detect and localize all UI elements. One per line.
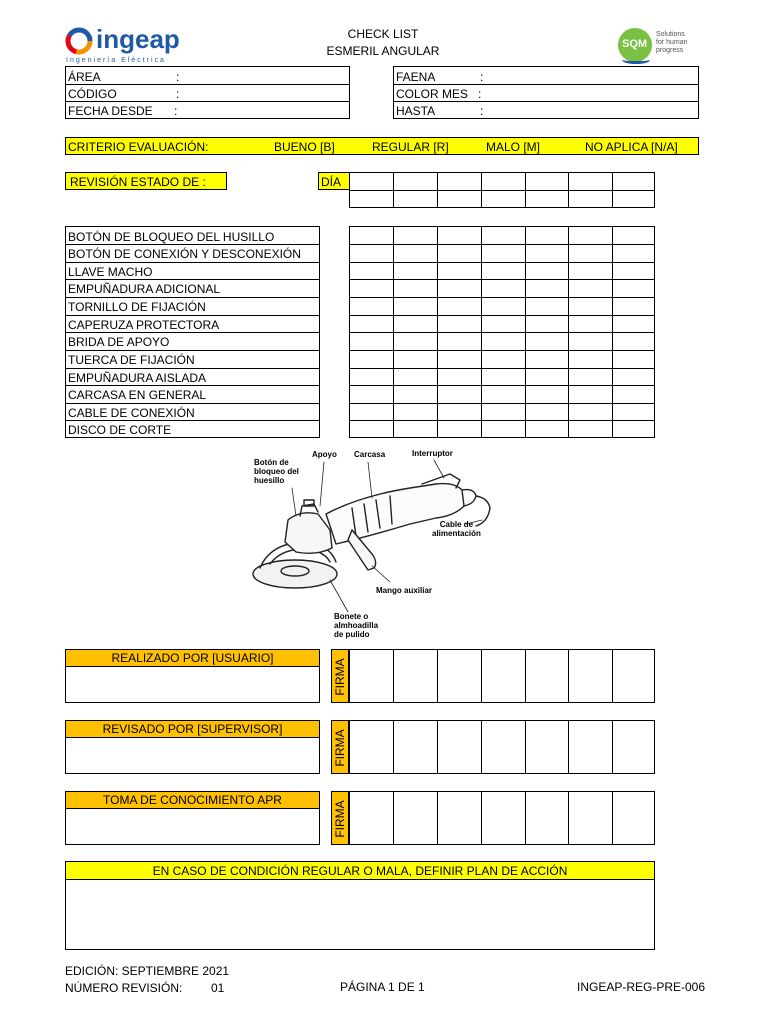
day-label: DÍA xyxy=(321,175,342,189)
faena-sep: : xyxy=(480,70,484,84)
hasta-label: HASTA xyxy=(396,104,436,118)
signature-name-field[interactable] xyxy=(65,666,320,703)
label-mango: Mango auxiliar xyxy=(376,586,433,595)
sqm-swoosh xyxy=(622,56,650,64)
info-right-table xyxy=(393,66,699,119)
items-check-grid[interactable] xyxy=(349,226,655,438)
action-plan-field[interactable] xyxy=(65,879,655,950)
label-cable-2: alimentación xyxy=(432,529,481,538)
hasta-sep: : xyxy=(480,104,484,118)
item-label: EMPUÑADURA AISLADA xyxy=(68,371,207,385)
color-mes-sep: : xyxy=(478,87,482,101)
label-bonete-2: almhoadilla xyxy=(334,621,379,630)
item-label: CAPERUZA PROTECTORA xyxy=(68,318,220,332)
sqm-tagline-2: for human xyxy=(656,39,688,46)
company-name: ingeap xyxy=(96,24,180,54)
firma-label: FIRMA xyxy=(333,729,347,767)
label-boton: Botón de xyxy=(254,458,289,467)
firma-label-box xyxy=(331,720,349,774)
signature-title: REALIZADO POR [USUARIO] xyxy=(111,651,274,665)
signature-title: REVISADO POR [SUPERVISOR] xyxy=(102,722,283,736)
action-plan-title: EN CASO DE CONDICIÓN REGULAR O MALA, DEFINIR PLAN DE ACCIÓN xyxy=(152,864,568,878)
label-interruptor: Interruptor xyxy=(412,449,453,458)
item-label: TORNILLO DE FIJACIÓN xyxy=(68,300,206,314)
firma-label-box xyxy=(331,791,349,845)
area-sep: : xyxy=(176,70,180,84)
day-label-box xyxy=(318,172,350,190)
label-bonete: Bonete o xyxy=(334,612,369,621)
item-label: BOTÓN DE CONEXIÓN Y DESCONEXIÓN xyxy=(68,247,301,261)
criteria-regular: REGULAR [R] xyxy=(372,140,449,154)
area-label: ÁREA xyxy=(68,70,101,84)
signature-grid[interactable] xyxy=(349,791,655,845)
footer-page: PÁGINA 1 DE 1 xyxy=(340,980,425,994)
codigo-sep: : xyxy=(176,87,180,101)
label-boton-3: huesillo xyxy=(254,476,285,485)
footer-revision-value: 01 xyxy=(211,981,225,995)
footer-edition: EDICIÓN: SEPTIEMBRE 2021 xyxy=(65,964,230,978)
signature-name-field[interactable] xyxy=(65,808,320,845)
client-logo xyxy=(618,26,708,66)
label-bonete-3: de pulido xyxy=(334,630,370,639)
sqm-tagline-3: progress xyxy=(656,47,684,54)
item-label: TUERCA DE FIJACIÓN xyxy=(68,353,195,367)
item-label: BRIDA DE APOYO xyxy=(68,335,170,349)
fecha-desde-label: FECHA DESDE xyxy=(68,104,153,118)
firma-label: FIRMA xyxy=(333,658,347,696)
signature-title-box xyxy=(65,720,320,738)
firma-label-box xyxy=(331,649,349,703)
day-grid[interactable] xyxy=(349,172,655,208)
signature-title-box xyxy=(65,649,320,667)
criteria-good: BUENO [B] xyxy=(274,140,335,154)
color-mes-label: COLOR MES xyxy=(396,87,469,101)
items-table xyxy=(65,226,320,438)
document-title xyxy=(300,28,466,57)
angle-grinder-diagram xyxy=(240,444,500,644)
signature-title-box xyxy=(65,791,320,809)
item-label: EMPUÑADURA ADICIONAL xyxy=(68,282,221,296)
ingeap-logo-icon xyxy=(64,26,94,56)
company-tagline: Ingeniería Eléctrica xyxy=(66,57,166,64)
footer-revision-label: NÚMERO REVISIÓN: xyxy=(65,981,183,995)
sqm-tagline-1: Solutions xyxy=(656,31,685,38)
title-line-2: ESMERIL ANGULAR xyxy=(326,44,440,58)
codigo-label: CÓDIGO xyxy=(68,87,117,101)
criteria-label: CRITERIO EVALUACIÓN: xyxy=(68,140,209,154)
revision-label-box xyxy=(65,172,227,190)
item-label: DISCO DE CORTE xyxy=(68,423,172,437)
sqm-text: SQM xyxy=(622,38,648,50)
company-logo xyxy=(64,24,194,66)
signature-grid[interactable] xyxy=(349,720,655,774)
firma-label: FIRMA xyxy=(333,800,347,838)
label-boton-2: bloqueo del xyxy=(254,467,299,476)
action-plan-header xyxy=(65,861,655,880)
title-line-1: CHECK LIST xyxy=(347,27,419,41)
criteria-bar xyxy=(65,137,699,155)
footer-code: INGEAP-REG-PRE-006 xyxy=(577,980,706,994)
item-label: CABLE DE CONEXIÓN xyxy=(68,406,195,420)
signature-title: TOMA DE CONOCIMIENTO APR xyxy=(103,793,282,807)
label-carcasa: Carcasa xyxy=(354,450,386,459)
item-label: BOTÓN DE BLOQUEO DEL HUSILLO xyxy=(68,230,275,244)
label-cable: Cable de xyxy=(439,520,474,529)
criteria-bad: MALO [M] xyxy=(486,140,541,154)
fecha-desde-sep: : xyxy=(174,104,178,118)
faena-label: FAENA xyxy=(396,70,436,84)
info-left-table xyxy=(65,66,350,119)
criteria-na: NO APLICA [N/A] xyxy=(585,140,678,154)
item-label: CARCASA EN GENERAL xyxy=(68,388,207,402)
label-apoyo: Apoyo xyxy=(312,450,337,459)
item-label: LLAVE MACHO xyxy=(68,265,153,279)
signature-name-field[interactable] xyxy=(65,737,320,774)
revision-label: REVISIÓN ESTADO DE : xyxy=(70,175,206,189)
signature-grid[interactable] xyxy=(349,649,655,703)
